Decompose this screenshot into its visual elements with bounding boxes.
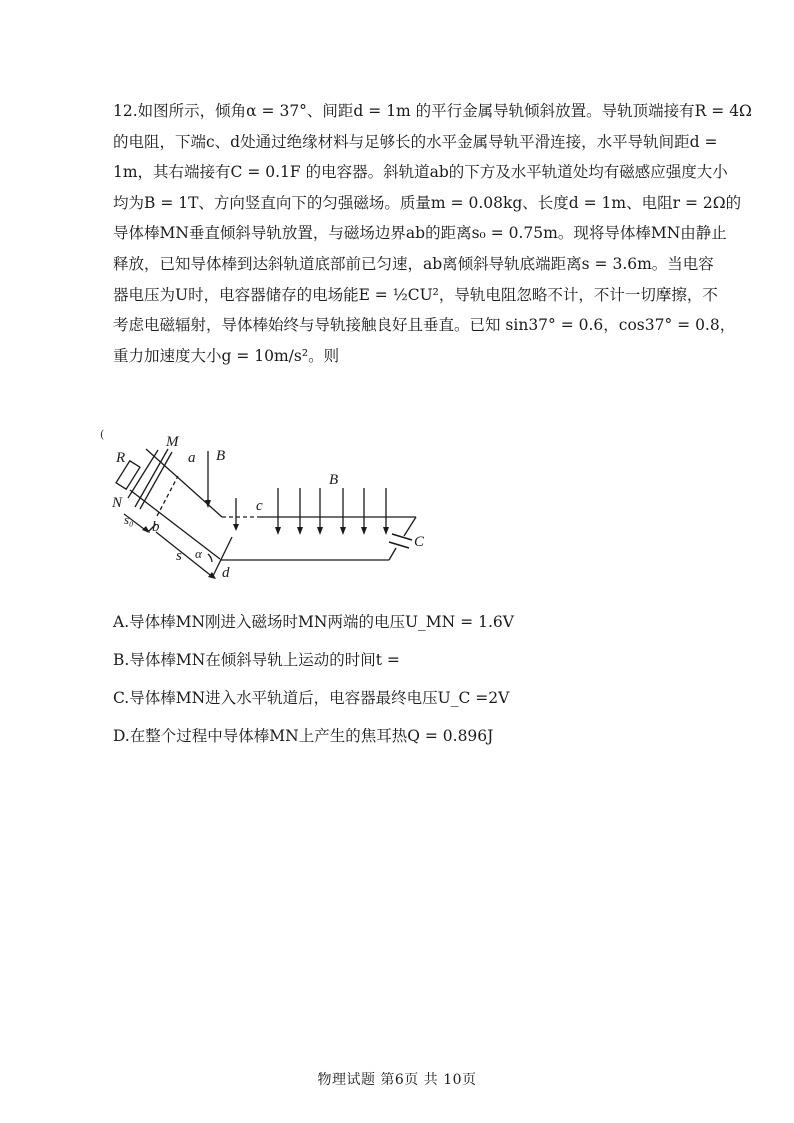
question-line: 考虑电磁辐射，导体棒始终与导轨接触良好且垂直。已知 sin37° = 0.6，cos37° = 0.8， xyxy=(113,316,736,335)
capacitor-wire-bottom xyxy=(389,548,396,560)
label-alpha: α xyxy=(195,546,202,561)
label-c: c xyxy=(256,498,263,514)
label-C: C xyxy=(414,534,425,550)
rail-diagram xyxy=(104,432,444,580)
question-line: 的电阻，下端c、d处通过绝缘材料与足够长的水平金属导轨平滑连接，水平导轨间距d = xyxy=(113,132,718,151)
label-M: M xyxy=(166,434,179,450)
question-line: 重力加速度大小g = 10m/s²。则 xyxy=(113,346,340,365)
question-line: 导体棒MN垂直倾斜导轨放置，与磁场边界ab的距离s₀ = 0.75m。现将导体棒MN由静止 xyxy=(113,224,727,243)
question-stem xyxy=(113,96,752,371)
question-line: 1m，其右端接有C = 0.1F 的电容器。斜轨道ab的下方及水平轨道处均有磁感应强度大小 xyxy=(113,163,728,182)
option-b: B.导体棒MN在倾斜导轨上运动的时间t = xyxy=(113,651,400,669)
capacitor-plate xyxy=(389,542,409,548)
page-footer: 物理试题 第6页 共 10页 xyxy=(317,1072,477,1088)
stray-mark: ( xyxy=(100,428,105,441)
label-d: d xyxy=(222,565,230,580)
label-N: N xyxy=(112,495,123,511)
question-line: 释放，已知导体棒到达斜轨道底部前已匀速，ab离倾斜导轨底端距离s = 3.6m。当电容 xyxy=(113,254,714,273)
option-d: D.在整个过程中导体棒MN上产生的焦耳热Q = 0.896J xyxy=(113,727,494,745)
question-line: 12.如图所示，倾角α = 37°、间距d = 1m 的平行金属导轨倾斜放置。导轨顶端接有R = 4Ω xyxy=(113,102,752,120)
answer-options xyxy=(113,603,691,755)
alpha-arc xyxy=(208,554,212,562)
capacitor-plate xyxy=(392,534,412,540)
question-line: 均为B = 1T、方向竖直向下的匀强磁场。质量m = 0.08kg、长度d = 1m、电阻r = 2Ω的 xyxy=(113,193,742,212)
label-B-incline: B xyxy=(216,448,226,464)
s-dimension xyxy=(156,532,214,578)
field-boundary-ab xyxy=(157,476,178,516)
label-B-horizontal: B xyxy=(329,472,339,488)
option-c: C.导体棒MN进入水平轨道后，电容器最终电压U_C =2V xyxy=(113,689,510,707)
label-b: b xyxy=(152,519,160,535)
upper-incline-rail xyxy=(146,449,222,517)
option-a: A.导体棒MN刚进入磁场时MN两端的电压U_MN = 1.6V xyxy=(113,613,514,631)
label-s0: s₀ xyxy=(124,512,134,527)
label-a: a xyxy=(188,450,196,466)
label-s: s xyxy=(176,548,182,564)
label-R: R xyxy=(116,450,126,466)
question-line: 器电压为U时，电容器储存的电场能E = ½CU²，导轨电阻忽略不计，不计一切摩擦，不 xyxy=(113,285,718,304)
